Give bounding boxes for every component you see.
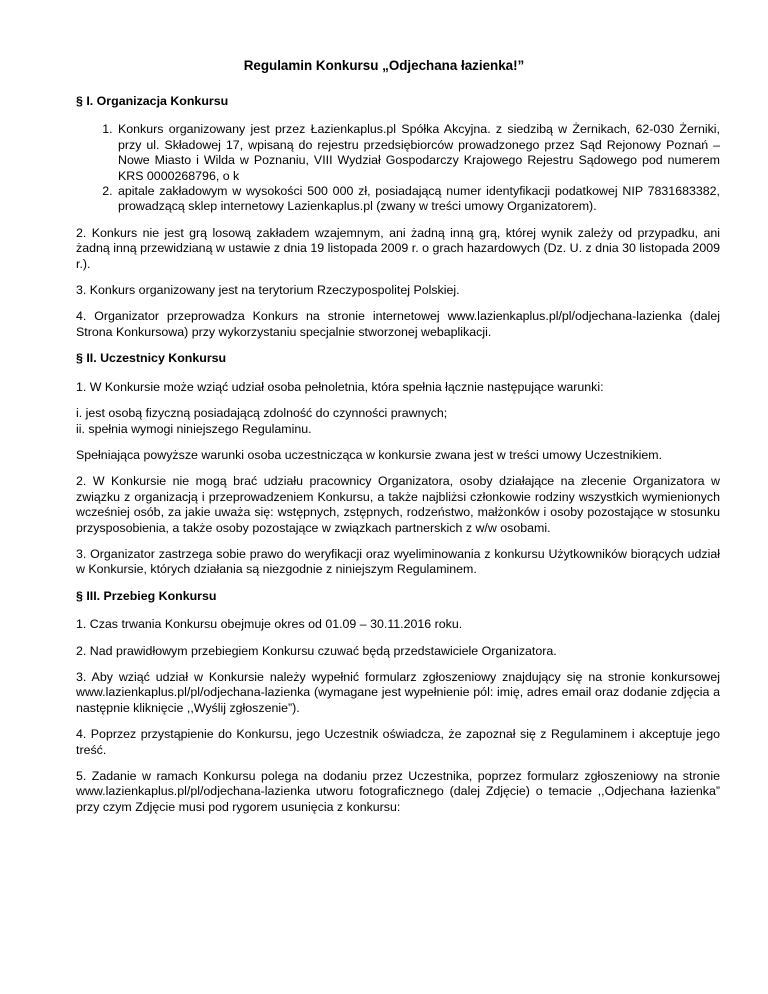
section-2-paragraph-after: Spełniająca powyższe warunki osoba uczestnicząca w konkursie zwana jest w treści umowy Uczestnikiem. bbox=[76, 447, 663, 462]
section-3-paragraph-3: 3. Aby wziąć udział w Konkursie należy wypełnić formularz zgłoszeniowy znajdujący się na stronie konkursowej www.lazienkaplus.pl/pl/odjechana-lazienka (wymagane jest wypełnienie pól: imię, adres email oraz dodanie zdjęcia a następnie kliknięcie ,,Wyślij zgłoszenie”). bbox=[76, 669, 720, 715]
section-2-paragraph-1: 1. W Konkursie może wziąć udział osoba pełnoletnia, która spełnia łącznie następujące warunki: bbox=[76, 379, 604, 394]
section-1-paragraph-4: 4. Organizator przeprowadza Konkurs na stronie internetowej www.lazienkaplus.pl/pl/odjechana-lazienka (dalej Strona Konkursowa) przy wykorzystaniu specjalnie stworzonej webaplikacji. bbox=[76, 309, 720, 339]
section-1-list bbox=[76, 122, 720, 214]
section-3-paragraph-2: 2. Nad prawidłowym przebiegiem Konkursu czuwać będą przedstawiciele Organizatora. bbox=[76, 643, 557, 658]
condition-item: ii. spełnia wymogi niniejszego Regulaminu. bbox=[76, 421, 312, 436]
document-title: Regulamin Konkursu „Odjechana łazienka!” bbox=[243, 58, 525, 73]
list-item: 2. apitale zakładowym w wysokości 500 000 zł, posiadającą numer identyfikacji podatkowej NIP 7831683382, prowadzącą sklep internetowy Lazienkaplus.pl (zwany w treści umowy Organizatorem). bbox=[116, 184, 720, 215]
section-3-heading: § III. Przebieg Konkursu bbox=[76, 588, 217, 603]
section-1-heading: § I. Organizacja Konkursu bbox=[76, 94, 229, 108]
section-2-paragraph-3: 3. Organizator zastrzega sobie prawo do weryfikacji oraz wyeliminowania z konkursu Użytkowników biorących udział w Konkursie, których działania są niezgodnie z niniejszym Regulaminem. bbox=[76, 546, 720, 577]
section-3-paragraph-1: 1. Czas trwania Konkursu obejmuje okres od 01.09 – 30.11.2016 roku. bbox=[76, 617, 463, 632]
section-2-heading: § II. Uczestnicy Konkursu bbox=[76, 351, 227, 366]
section-1-paragraph-3: 3. Konkurs organizowany jest na terytorium Rzeczypospolitej Polskiej. bbox=[76, 283, 460, 298]
section-3-paragraph-4: 4. Poprzez przystąpienie do Konkursu, jego Uczestnik oświadcza, że zapoznał się z Regulaminem i akceptuje jego treść. bbox=[76, 727, 720, 757]
section-2-conditions bbox=[76, 406, 720, 437]
section-1-paragraph-2: 2. Konkurs nie jest grą losową zakładem wzajemnym, ani żadną inną grą, której wynik zależy od przypadku, ani żadną inną przewidzianą w ustawie z dnia 19 listopada 2009 r. o grach hazardowych (Dz. U. z dnia 30 listopada 2009 r.). bbox=[76, 225, 720, 271]
section-2-paragraph-2: 2. W Konkursie nie mogą brać udziału pracownicy Organizatora, osoby działające na zlecenie Organizatora w związku z organizacją i przeprowadzeniem Konkursu, a także najbliżsi członkowie rodziny wszystkich wymienionych wcześniej osób, za jakie uważa się: wstępnych, zstępnych, rodzeństwo, małżonków i osoby pozostające w stosunku przysposobienia, a także osoby pozostające w związkach partnerskich z w/w osobami. bbox=[76, 474, 720, 535]
document-body bbox=[76, 94, 720, 826]
list-item: 1. Konkurs organizowany jest przez Łazienkaplus.pl Spółka Akcyjna. z siedzibą w Żernikach, 62-030 Żerniki, przy ul. Składowej 17, wpisaną do rejestru przedsiębiorców prowadzonego przez Sąd Rejonowy Poznań – Nowe Miasto i Wilda w Poznaniu, VIII Wydział Gospodarczy Krajowego Rejestru Sądowego pod numerem KRS 0000268796, o k bbox=[116, 122, 720, 184]
section-3-paragraph-5: 5. Zadanie w ramach Konkursu polega na dodaniu przez Uczestnika, poprzez formularz zgłoszeniowy na stronie www.lazienkaplus.pl/pl/odjechana-lazienka utworu fotograficznego (dalej Zdjęcie) o temacie ,,Odjechana łazienka” przy czym Zdjęcie musi pod rygorem usunięcia z konkursu: bbox=[76, 769, 720, 814]
condition-item: i. jest osobą fizyczną posiadającą zdolność do czynności prawnych; bbox=[76, 406, 448, 421]
